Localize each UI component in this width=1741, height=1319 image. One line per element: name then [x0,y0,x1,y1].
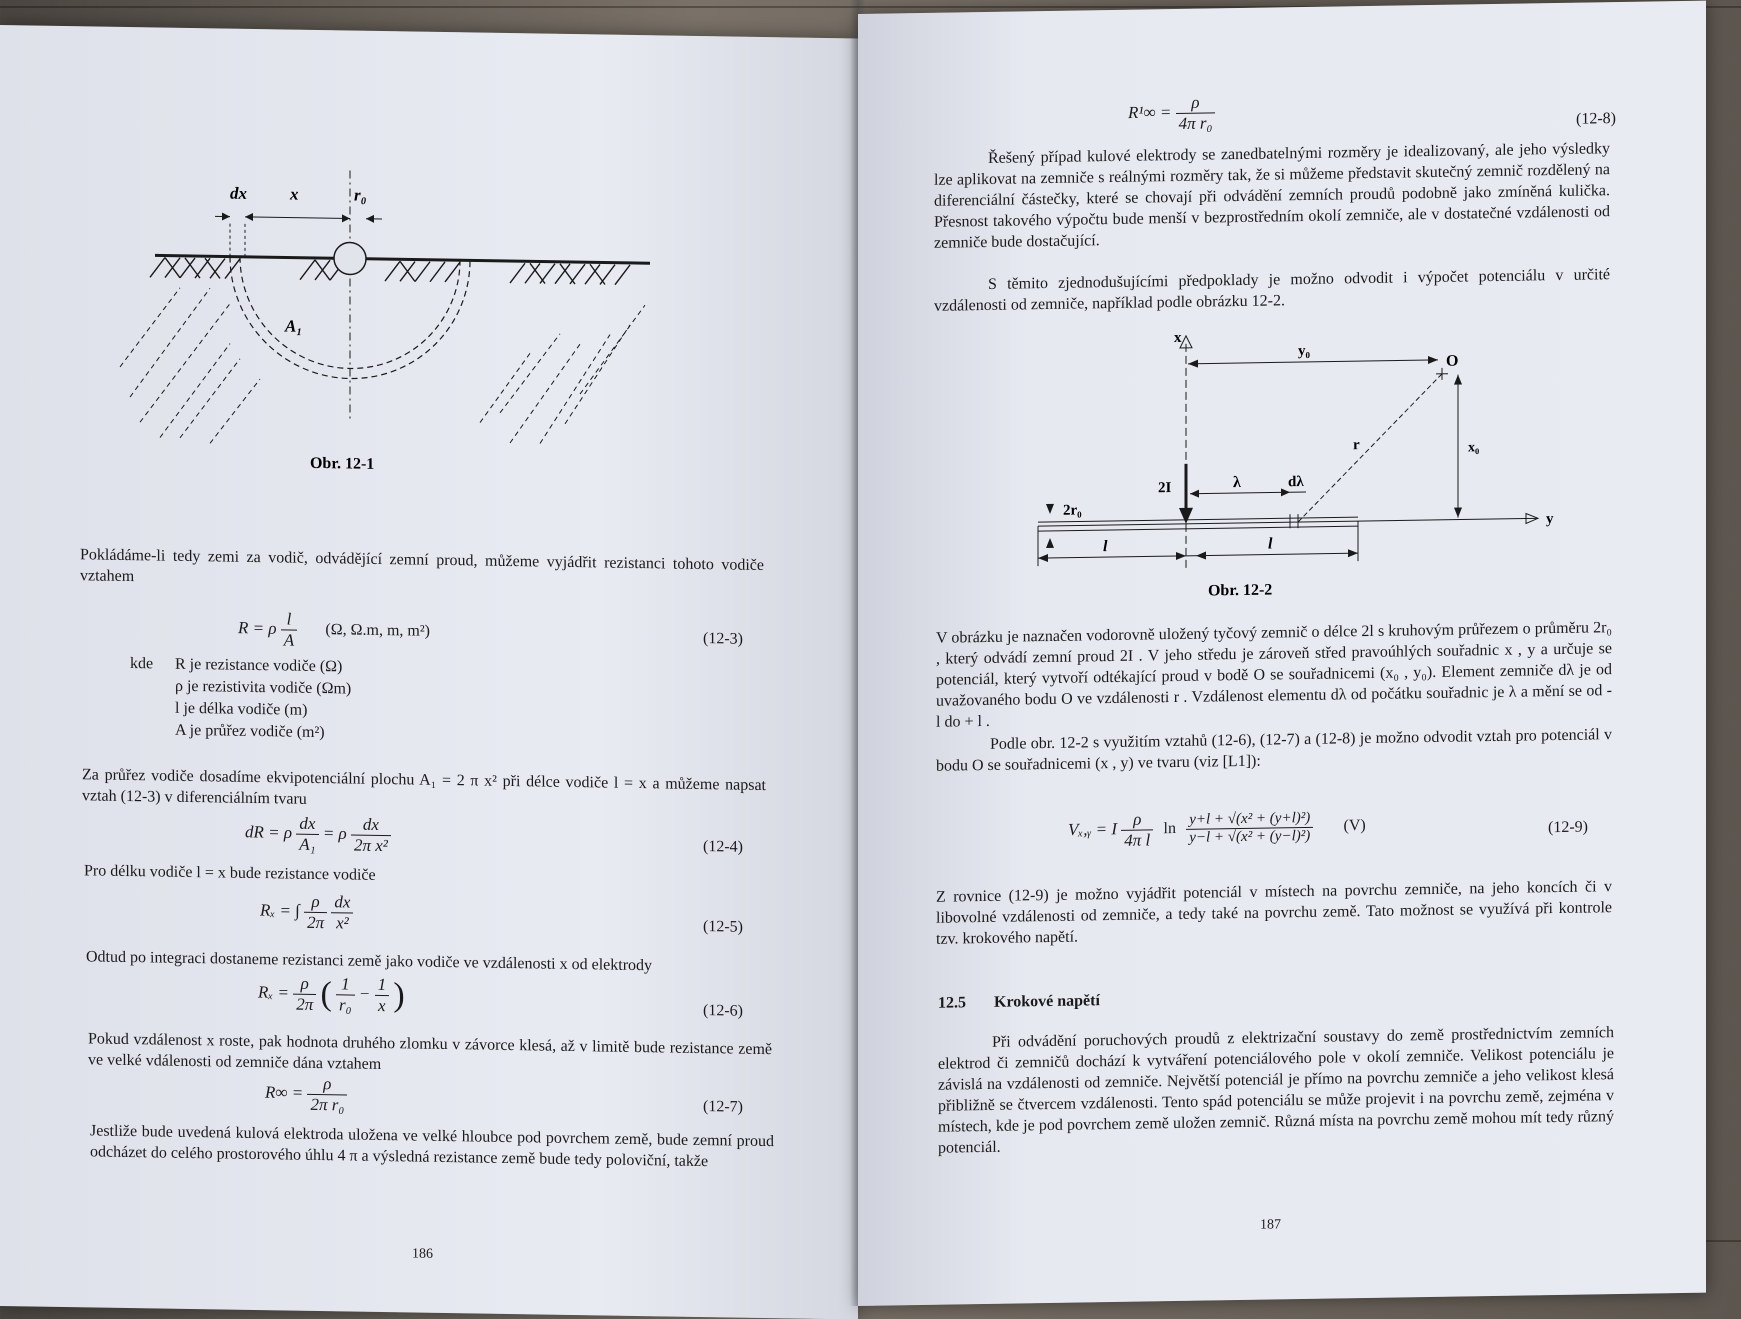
eq-unit: (V) [1344,817,1366,834]
label-2i: 2I [1158,480,1171,496]
eq-den: 4π r₀ [1176,113,1216,134]
label-dlambda: dλ [1288,474,1304,490]
axis-label-y: y [1546,511,1554,527]
eq-den: x² [331,913,353,933]
eq-den: 4π l [1121,830,1153,851]
figure-caption: Obr. 12-1 [310,455,374,473]
label-y0: y₀ [1298,343,1310,359]
eq-ln: ln [1164,820,1176,837]
eq-den: r₀ [336,995,355,1015]
eq-number-12-8: (12-8) [1576,110,1616,129]
eq-num: ρ [304,892,327,913]
kde-label: kde [130,653,153,675]
eq-den: 2π x² [351,836,391,857]
eq-den: 2π [304,913,327,933]
eq-num: y+l + √(x² + (y+l)²) [1186,810,1313,830]
label-dx: dx [230,184,247,203]
figure-12-2 [1008,317,1608,616]
paragraph-2: S těmito zjednodušujícími předpoklady je možno odvodit i výpočet potenciálu v určité vzdálenosti od zemniče, například podle obrázku 12-2. [934,264,1610,317]
def-item: A je průřez vodiče (m²) [175,720,475,747]
section-number: 12.5 [938,994,966,1011]
axis-label-x: x [1174,330,1182,346]
eq-lhs: R∞ = [265,1083,303,1103]
equation-12-9 [1068,806,1366,852]
eq-den: A₁ [296,835,318,855]
label-point-o: O [1446,353,1458,370]
paragraph-4: Podle obr. 12-2 s využitím vztahů (12-6), (12-7) a (12-8) je možno odvodit vztah pro potenciál v bodu O se souřadnicemi (x , y) ve tvaru (viz [L1]): [936,724,1612,777]
section-heading [938,992,1100,1013]
paragraph-2: Za průřez vodiče dosadíme ekvipotenciální plochu A₁ = 2 π x² při délce vodiče l = x a můžeme napsat vztah (12-3) v diferenciálním tvaru [82,764,766,817]
intro-paragraph: Pokládáme-li tedy zemi za vodič, odvádějící zemní proud, můžeme vyjádřit rezistanci tohoto vodiče vztahem [80,544,764,597]
eq-num: 1 [336,974,355,995]
eq-num: 1 [375,975,390,996]
eq-den: y−l + √(x² + (y−l)²) [1186,828,1313,847]
equation-12-3 [238,609,430,653]
eq-number-12-6: (12-6) [703,1002,743,1021]
eq-lhs: R¹∞ = [1128,102,1171,122]
eq-num: ρ [307,1074,347,1096]
label-x: x [289,185,299,204]
eq-number-12-3: (12-3) [703,630,743,649]
eq-num: ρ [293,974,316,995]
eq-lhs: Vₓ,ᵧ = I [1068,819,1117,839]
paragraph-5: Z rovnice (12-9) je možno vyjádřit potenciál v místech na povrchu zemniče, na jeho koncích či v libovolné vzdálenosti od zemniče, a tedy také na povrchu země. Tato možnost se využívá při kontrole tzv. krokového napětí. [936,876,1612,950]
eq-num: ρ [1121,809,1153,831]
eq-lhs: R = ρ [238,618,277,638]
eq-den: 2π r₀ [307,1095,347,1116]
eq-lhs: Rₓ = [258,982,289,1001]
eq-num: dx [351,815,391,837]
paragraph-3: Pro délku vodiče l = x bude rezistance vodiče [84,860,768,892]
label-ro: r₀ [354,186,367,205]
eq-num: ρ [1176,92,1216,114]
label-lambda: λ [1233,474,1241,491]
paragraph-5: Pokud vzdálenost x roste, pak hodnota druhého zlomku v závorce klesá, až v limitě bude rezistance země ve velké vdálenosti od zemniče dána vztahem [88,1028,772,1081]
figure-caption: Obr. 12-2 [1208,581,1272,599]
equation-12-4 [245,813,391,856]
paragraph-1: Řešený případ kulové elektrody se zanedbatelnými rozměry je idealizovaný, ale jeho výsledky lze aplikovat na zemniče s reálnými rozměry tak, že si můžeme představit skutečný zemnič rozdělený na diferenciální částečky, které se chovají při odvádění zemních proudů podobně jako zmíněná kulička. Přesnost takového výpočtu bude menší v bezprostředním okolí zemniče, ale v dostatečné vzdálenosti od zemniče bude dostačující. [934,138,1610,254]
equation-12-5 [260,891,353,933]
def-item: R je rezistance vodiče (Ω) [175,654,475,681]
equation-12-6: Rₓ = $\frac{\rho}{2\pi}$ ( $\frac{1}{\text{r₀}}$ − $\frac{1}{x}$ ) [258,973,405,1016]
right-page [858,1,1706,1306]
eq-num: dx [331,892,353,913]
paragraph-6: Jestliže bude uvedená kulová elektroda uložena ve velké hloubce pod povrchem země, bude zemní proud odcházet do celého prostorového úhlu 4 π a výsledná rezistance země bude tedy poloviční, takže [90,1120,774,1173]
paragraph-4: Odtud po integraci dostaneme rezistanci země jako vodiče ve vzdálenosti x od elektrody [86,946,770,978]
eq-number-12-4: (12-4) [703,838,743,857]
eq-num: l [281,609,297,630]
equation-12-7 [265,1073,347,1115]
eq-lhs: Rₓ = ∫ [260,900,300,920]
paragraph-6: Při odvádění poruchových proudů z elektrizační soustavy do země prostřednictvím zemních elektrod či zemničů dochází k vytváření potenciálového pole v okolí zemniče. Velikost potenciálu je závislá na vzdálenosti od zemniče. Největší potenciál je přímo na povrchu zemniče a jeho velikost klesá přibližně se čtvercem vzdálenosti. Tento spád potenciálu se může projevit i na povrchu země, zejména v místech, kde je pod povrchem země uložen zemnič. Různá místa na povrchu země mohou mít tedy různý potenciál. [938,1022,1614,1159]
label-a1: A₁ [284,316,302,335]
label-2r0: 2r₀ [1063,502,1082,518]
eq-number-12-7: (12-7) [703,1098,743,1117]
eq-number-12-9: (12-9) [1548,819,1588,838]
def-item: l je délka vodiče (m) [175,698,475,725]
equation-12-8 [1128,92,1215,134]
label-r: r [1353,437,1360,453]
page-number: 186 [412,1246,433,1262]
paragraph-3: V obrázku je naznačen vodorovně uložený tyčový zemnič o délce 2l s kruhovým průřezem o průměru 2r₀ , který odvádí zemní proud 2I . V jeho středu je zároveň střed pravoúhlých souřadnic x , y a určuje se potenciál, který vytvoří odtékající proud v bodě O se souřadnicemi (x₀ , y₀). Element zemniče dλ je od uvažovaného bodu O ve vzdálenosti r . Vzdálenost elementu dλ od počátku souřadnic je λ a mění se od - l do + l . [936,617,1612,733]
page-number: 187 [1260,1217,1281,1233]
eq-number-12-5: (12-5) [703,918,743,937]
eq-den: x [375,996,390,1016]
label-l-right: l [1268,535,1273,552]
def-item: ρ je rezistivita vodiče (Ωm) [175,676,475,703]
left-page [0,25,858,1319]
eq-den: A [281,630,297,650]
eq-units: (Ω, Ω.m, m, m²) [325,622,430,641]
eq-lhs: dR = ρ [245,822,292,842]
eq-minus: − [359,984,370,1003]
label-x0: x₀ [1468,440,1479,455]
figure-12-1 [110,137,790,538]
eq-mid: = ρ [323,823,347,842]
eq-den: 2π [293,995,316,1015]
label-l-left: l [1103,538,1108,555]
section-title: Krokové napětí [994,992,1100,1011]
eq-num: dx [296,814,318,835]
